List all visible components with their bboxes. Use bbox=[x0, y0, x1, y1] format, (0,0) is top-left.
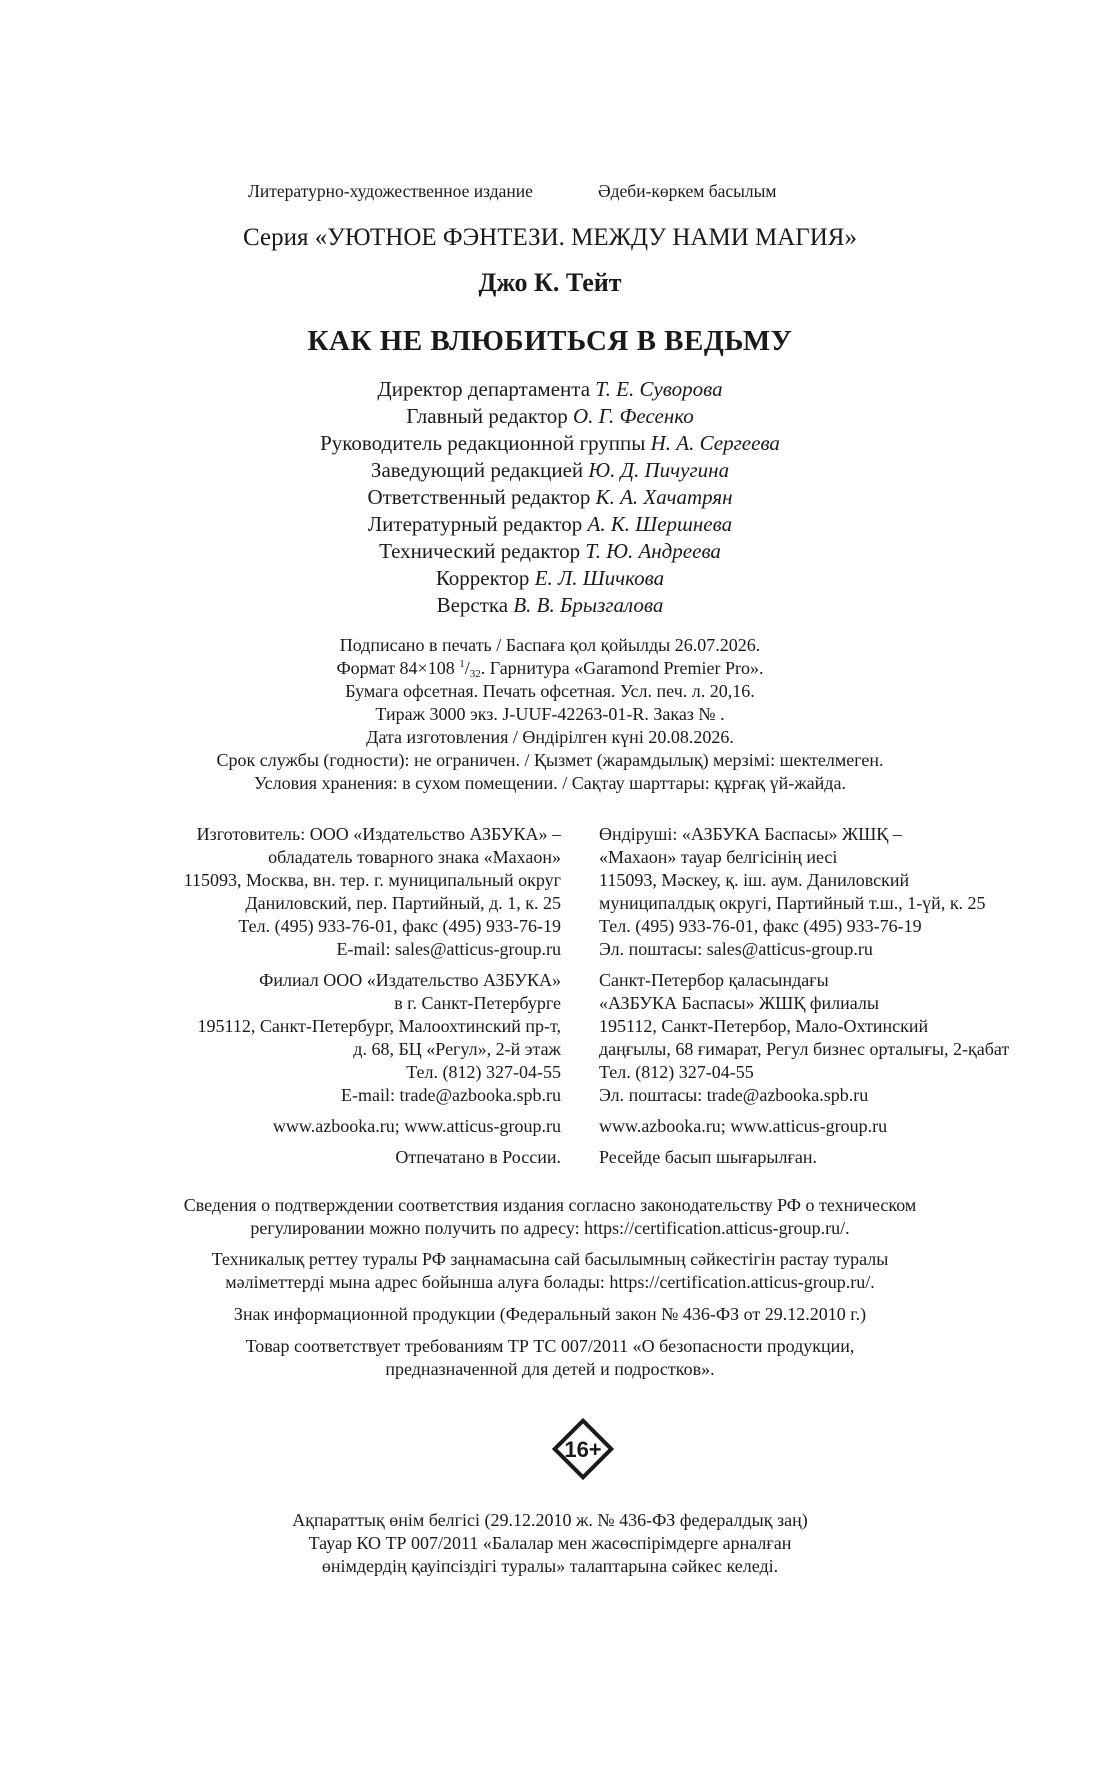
branch-kz-line: Тел. (812) 327-04-55 bbox=[599, 1062, 754, 1082]
branch-ru-email: E-mail: trade@azbooka.spb.ru bbox=[341, 1085, 561, 1105]
credit-line bbox=[0, 541, 1100, 562]
storage-conditions: Условия хранения: в сухом помещении. / Сақтау шарттары: құрғақ үй-жайда. bbox=[254, 773, 846, 793]
credit-name: К. А. Хачатрян bbox=[595, 485, 733, 509]
format-numerator: 1 bbox=[459, 658, 465, 670]
format-prefix: Формат 84×108 bbox=[336, 658, 455, 678]
credit-line bbox=[0, 433, 1100, 454]
credit-line bbox=[0, 406, 1100, 427]
credit-name: Н. А. Сергеева bbox=[650, 431, 780, 455]
credit-name: О. Г. Фесенко bbox=[572, 404, 694, 428]
credit-role: Ответственный редактор bbox=[367, 485, 591, 509]
maker-ru-line: 115093, Москва, вн. тер. г. муниципальный округ bbox=[183, 870, 561, 890]
info-sign-kz: Ақпараттық өнім белгісі (29.12.2010 ж. № 436-ФЗ федералдық заң) bbox=[292, 1510, 808, 1530]
credit-line bbox=[0, 568, 1100, 589]
format-line: Формат 84×108 $^1/_{32}$. Гарнитура «Garamond Premier Pro». bbox=[336, 658, 764, 680]
credit-role: Верстка bbox=[436, 593, 509, 617]
credit-role: Главный редактор bbox=[406, 404, 568, 428]
author-name: Джо К. Тейт bbox=[478, 268, 622, 297]
genre-label-ru: Литературно-художественное издание bbox=[248, 181, 533, 201]
made-date: Дата изготовления / Өндірілген күні 20.08.2026. bbox=[366, 727, 734, 747]
credit-role: Корректор bbox=[435, 566, 530, 590]
info-sign-ru: Знак информационной продукции (Федеральный закон № 436-ФЗ от 29.12.2010 г.) bbox=[233, 1304, 867, 1324]
credit-line bbox=[0, 487, 1100, 508]
maker-ru-email: E-mail: sales@atticus-group.ru bbox=[336, 939, 561, 959]
branch-kz-email: Эл. поштасы: trade@azbooka.spb.ru bbox=[599, 1085, 869, 1105]
branch-ru-line: д. 68, БЦ «Регул», 2-й этаж bbox=[353, 1039, 561, 1059]
credit-name: Е. Л. Шичкова bbox=[534, 566, 665, 590]
branch-ru-line: 195112, Санкт-Петербург, Малоохтинский пр-т, bbox=[197, 1016, 561, 1036]
tr-kz-line: өнімдердің қауіпсіздігі туралы» талаптарына сәйкес келеді. bbox=[321, 1556, 779, 1576]
credit-line bbox=[0, 379, 1100, 400]
age-rating-badge bbox=[548, 1414, 618, 1484]
credit-name: А. К. Шершнева bbox=[587, 512, 733, 536]
credit-role: Заведующий редакцией bbox=[370, 458, 584, 482]
tr-kz-line: Тауар КО ТР 007/2011 «Балалар мен жасөспірімдерге арналған bbox=[308, 1533, 792, 1553]
maker-ru-line: Изготовитель: ООО «Издательство АЗБУКА» – bbox=[196, 824, 561, 844]
maker-ru-line: Тел. (495) 933-76-01, факс (495) 933-76-19 bbox=[238, 916, 561, 936]
tr-ru-line: Товар соответствует требованиям ТР ТС 007/2011 «О безопасности продукции, bbox=[245, 1336, 855, 1356]
branch-ru-line: в г. Санкт-Петербурге bbox=[394, 993, 561, 1013]
maker-kz-email: Эл. поштасы: sales@atticus-group.ru bbox=[599, 939, 873, 959]
maker-kz-line: Тел. (495) 933-76-01, факс (495) 933-76-19 bbox=[599, 916, 922, 936]
branch-ru-line: Филиал ООО «Издательство АЗБУКА» bbox=[259, 970, 561, 990]
maker-ru-line: Даниловский, пер. Партийный, д. 1, к. 25 bbox=[245, 893, 561, 913]
run-line: Тираж 3000 экз. J-UUF-42263-01-R. Заказ № . bbox=[375, 704, 725, 724]
series-title: Серия «УЮТНОЕ ФЭНТЕЗИ. МЕЖДУ НАМИ МАГИЯ» bbox=[243, 224, 857, 251]
signed-date: Подписано в печать / Баспаға қол қойылды 26.07.2026. bbox=[339, 635, 761, 655]
printed-ru: Отпечатано в России. bbox=[395, 1147, 561, 1167]
credit-name: Т. Ю. Андреева bbox=[585, 539, 721, 563]
age-rating-text: 16+ bbox=[564, 1437, 602, 1462]
maker-kz-line: муниципалдық округі, Партийный т.ш., 1-үй, к. 25 bbox=[599, 893, 986, 913]
credit-line bbox=[0, 595, 1100, 616]
credit-name: Т. Е. Суворова bbox=[595, 377, 723, 401]
service-life: Срок службы (годности): не ограничен. / Қызмет (жарамдылық) мерзімі: шектелмеген. bbox=[216, 750, 884, 770]
web-kz: www.azbooka.ru; www.atticus-group.ru bbox=[599, 1116, 888, 1136]
branch-kz-line: даңғылы, 68 ғимарат, Регул бизнес орталығы, 2-қабат bbox=[599, 1039, 1010, 1059]
format-denominator: 32 bbox=[469, 668, 481, 680]
branch-kz-line: Санкт-Петербор қаласындағы bbox=[599, 970, 829, 990]
maker-kz-line: Өндіруші: «АЗБУКА Баспасы» ЖШҚ – bbox=[599, 824, 902, 844]
book-title: КАК НЕ ВЛЮБИТЬСЯ В ВЕДЬМУ bbox=[307, 325, 793, 357]
branch-kz-line: «АЗБУКА Баспасы» ЖШҚ филиалы bbox=[599, 993, 879, 1013]
maker-kz-line: «Махаон» тауар белгісінің иесі bbox=[599, 847, 838, 867]
paper-line: Бумага офсетная. Печать офсетная. Усл. печ. л. 20,16. bbox=[345, 681, 755, 701]
genre-label-kz: Әдеби-көркем басылым bbox=[598, 181, 777, 201]
cert-kz-line: Техникалық реттеу туралы РФ заңнамасына сай басылымның сәйкестігін растау туралы bbox=[211, 1249, 889, 1269]
maker-ru-line: обладатель товарного знака «Махаон» bbox=[268, 847, 561, 867]
tr-ru-line: предназначенной для детей и подростков». bbox=[385, 1359, 715, 1379]
printed-kz: Ресейде басып шығарылған. bbox=[599, 1147, 817, 1167]
credit-role: Технический редактор bbox=[379, 539, 581, 563]
format-suffix: . Гарнитура «Garamond Premier Pro». bbox=[480, 658, 764, 678]
maker-kz-line: 115093, Мәскеу, қ. іш. аум. Даниловский bbox=[599, 870, 910, 890]
credit-role: Литературный редактор bbox=[367, 512, 583, 536]
cert-ru-line: Сведения о подтверждении соответствия издания согласно законодательству РФ о техническом bbox=[183, 1195, 917, 1215]
credit-line bbox=[0, 514, 1100, 535]
web-ru: www.azbooka.ru; www.atticus-group.ru bbox=[272, 1116, 561, 1136]
credit-name: В. В. Брызгалова bbox=[513, 593, 664, 617]
credit-line bbox=[0, 460, 1100, 481]
branch-ru-line: Тел. (812) 327-04-55 bbox=[406, 1062, 561, 1082]
cert-kz-line: мәліметтерді мына адрес бойынша алуға болады: https://certification.atticus-group.ru/. bbox=[225, 1272, 875, 1292]
credit-role: Руководитель редакционной группы bbox=[320, 431, 646, 455]
cert-ru-line: регулировании можно получить по адресу: https://certification.atticus-group.ru/. bbox=[250, 1218, 850, 1238]
credit-role: Директор департамента bbox=[377, 377, 591, 401]
credit-name: Ю. Д. Пичугина bbox=[588, 458, 730, 482]
branch-kz-line: 195112, Санкт-Петербор, Мало-Охтинский bbox=[599, 1016, 929, 1036]
